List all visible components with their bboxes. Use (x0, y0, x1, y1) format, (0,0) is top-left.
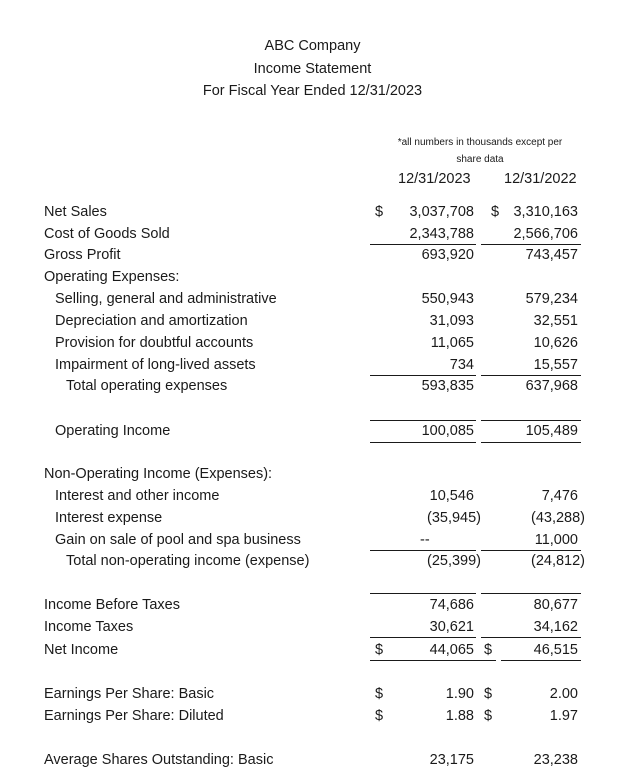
net-sales-label: Net Sales (44, 204, 107, 220)
shares-basic-current: 23,175 (429, 752, 474, 768)
gross-profit-prior: 743,457 (525, 247, 578, 263)
dep-amort-current: 31,093 (429, 313, 474, 329)
dollar-sign: $ (375, 204, 384, 220)
total-nonop-current: (25,399) (426, 553, 481, 569)
underline-operating-income-current (370, 442, 476, 443)
operating-income-current: 100,085 (421, 423, 474, 439)
gain-sale-current: -- (420, 532, 430, 548)
dollar-sign: $ (484, 642, 493, 658)
interest-income-label: Interest and other income (55, 488, 220, 504)
impairment-label: Impairment of long-lived assets (55, 357, 256, 373)
net-sales-prior: 3,310,163 (513, 204, 578, 220)
cogs-prior: 2,566,706 (513, 226, 578, 242)
income-before-taxes-prior: 80,677 (533, 597, 578, 613)
gain-sale-label: Gain on sale of pool and spa business (55, 532, 301, 548)
underline-cogs-prior (481, 244, 581, 245)
underline-gain-sale-current (370, 550, 476, 551)
underline-impairment-prior (481, 375, 581, 376)
underline-income-taxes-prior (481, 637, 581, 638)
income-taxes-prior: 34,162 (533, 619, 578, 635)
column-header-current: 12/31/2023 (398, 171, 471, 187)
interest-expense-current: (35,945) (426, 510, 481, 526)
overline-operating-income-prior (481, 420, 581, 421)
income-before-taxes-label: Income Before Taxes (44, 597, 180, 613)
net-income-label: Net Income (44, 642, 119, 658)
dep-amort-label: Depreciation and amortization (55, 313, 248, 329)
sga-label: Selling, general and administrative (55, 291, 277, 307)
eps-basic-current: 1.90 (445, 686, 474, 702)
underline-cogs-current (370, 244, 476, 245)
operating-income-prior: 105,489 (525, 423, 578, 439)
dollar-sign: $ (484, 708, 493, 724)
doubtful-accounts-label: Provision for doubtful accounts (55, 335, 254, 351)
total-nonop-prior: (24,812) (530, 553, 585, 569)
shares-basic-prior: 23,238 (533, 752, 578, 768)
total-opex-prior: 637,968 (525, 378, 578, 394)
eps-diluted-label: Earnings Per Share: Diluted (44, 708, 224, 724)
income-taxes-current: 30,621 (429, 619, 474, 635)
opex-header-label: Operating Expenses: (44, 269, 180, 285)
overline-operating-income-current (370, 420, 476, 421)
doubtful-accounts-prior: 10,626 (533, 335, 578, 351)
units-note-line2: share data (456, 154, 504, 165)
total-opex-current: 593,835 (421, 378, 474, 394)
net-income-prior: 46,515 (533, 642, 578, 658)
underline-income-taxes-current (370, 637, 476, 638)
underline-net-income-current (370, 660, 496, 661)
cogs-current: 2,343,788 (409, 226, 474, 242)
sga-prior: 579,234 (525, 291, 578, 307)
shares-basic-label: Average Shares Outstanding: Basic (44, 752, 274, 768)
gross-profit-current: 693,920 (421, 247, 474, 263)
net-sales-current: 3,037,708 (409, 204, 474, 220)
nonop-header-label: Non-Operating Income (Expenses): (44, 466, 273, 482)
gross-profit-label: Gross Profit (44, 247, 121, 263)
operating-income-label: Operating Income (55, 423, 171, 439)
eps-basic-label: Earnings Per Share: Basic (44, 686, 215, 702)
interest-expense-prior: (43,288) (530, 510, 585, 526)
net-income-current: 44,065 (429, 642, 474, 658)
doubtful-accounts-current: 11,065 (430, 335, 474, 351)
income-before-taxes-current: 74,686 (429, 597, 474, 613)
underline-gain-sale-prior (481, 550, 581, 551)
dollar-sign: $ (484, 686, 493, 702)
dollar-sign: $ (491, 204, 500, 220)
sga-current: 550,943 (421, 291, 474, 307)
units-note-line1: *all numbers in thousands except per (397, 137, 563, 148)
column-header-prior: 12/31/2022 (504, 171, 577, 187)
cogs-label: Cost of Goods Sold (44, 226, 170, 242)
eps-diluted-current: 1.88 (445, 708, 474, 724)
impairment-current: 734 (449, 357, 474, 373)
statement-period: For Fiscal Year Ended 12/31/2023 (202, 83, 423, 99)
overline-ibt-current (370, 593, 476, 594)
company-name: ABC Company (264, 38, 361, 54)
eps-basic-prior: 2.00 (549, 686, 578, 702)
overline-ibt-prior (481, 593, 581, 594)
underline-operating-income-prior (481, 442, 581, 443)
interest-expense-label: Interest expense (55, 510, 163, 526)
dollar-sign: $ (375, 642, 384, 658)
gain-sale-prior: 11,000 (534, 532, 578, 548)
underline-net-income-prior (501, 660, 581, 661)
statement-title: Income Statement (253, 61, 372, 77)
underline-impairment-current (370, 375, 476, 376)
interest-income-current: 10,546 (429, 488, 474, 504)
eps-diluted-prior: 1.97 (549, 708, 578, 724)
dollar-sign: $ (375, 708, 384, 724)
total-opex-label: Total operating expenses (66, 378, 228, 394)
dollar-sign: $ (375, 686, 384, 702)
interest-income-prior: 7,476 (541, 488, 578, 504)
impairment-prior: 15,557 (533, 357, 578, 373)
total-nonop-label: Total non-operating income (expense) (66, 553, 310, 569)
dep-amort-prior: 32,551 (533, 313, 578, 329)
income-taxes-label: Income Taxes (44, 619, 134, 635)
